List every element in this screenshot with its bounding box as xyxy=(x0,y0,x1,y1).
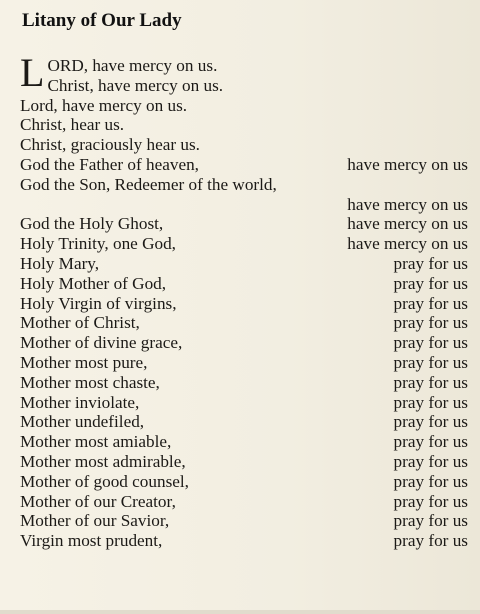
invocation-response: pray for us xyxy=(393,531,468,551)
invocation-response: pray for us xyxy=(393,412,468,432)
intro-line: Christ, hear us. xyxy=(20,115,125,135)
invocation-response-line xyxy=(20,195,468,215)
invocation-text: Mother of Christ, xyxy=(20,313,140,333)
invocation-response: pray for us xyxy=(393,372,468,392)
invocation-response: have mercy on us xyxy=(347,234,468,254)
invocation-text: Holy Virgin of virgins, xyxy=(20,293,177,313)
intro-line: Lord, have mercy on us. xyxy=(20,95,188,115)
invocation-text: Holy Trinity, one God, xyxy=(20,234,176,254)
drop-cap: L xyxy=(20,50,45,95)
invocation-text: God the Holy Ghost, xyxy=(20,214,164,234)
intro-lines xyxy=(20,96,468,155)
invocation-text: Mother undefiled, xyxy=(20,412,145,432)
intro-line: Christ, graciously hear us. xyxy=(20,135,200,155)
invocation-text: Mother most amiable, xyxy=(20,432,172,452)
opening-line-2: Christ, have mercy on us. xyxy=(47,75,224,95)
invocation-response: pray for us xyxy=(393,392,468,412)
invocation-response: pray for us xyxy=(393,352,468,372)
invocation-line xyxy=(20,294,468,314)
invocation-line xyxy=(20,452,468,472)
invocation-text: Mother of our Savior, xyxy=(20,511,170,531)
invocation-response: pray for us xyxy=(393,451,468,471)
opening-line-1: ORD, have mercy on us. xyxy=(47,56,218,75)
invocation-line xyxy=(20,511,468,531)
invocation-line xyxy=(20,214,468,234)
invocation-text: God the Father of heaven, xyxy=(20,154,199,174)
invocation-response: pray for us xyxy=(393,432,468,452)
invocation-text: Mother most chaste, xyxy=(20,372,160,392)
invocation-line xyxy=(20,531,468,551)
invocation-line xyxy=(20,492,468,512)
opening xyxy=(20,50,468,96)
invocation-line xyxy=(20,234,468,254)
invocation-line xyxy=(20,155,468,175)
invocation-line xyxy=(20,353,468,373)
invocations-group-a xyxy=(20,155,468,175)
invocation-response: pray for us xyxy=(393,293,468,313)
invocation-text: Mother inviolate, xyxy=(20,392,140,412)
invocation-text: Holy Mother of God, xyxy=(20,273,167,293)
invocation-line xyxy=(20,333,468,353)
invocation-text: Mother of our Creator, xyxy=(20,491,176,511)
invocation-response: have mercy on us xyxy=(347,154,468,174)
invocation-response: pray for us xyxy=(393,313,468,333)
invocation-text: Mother of good counsel, xyxy=(20,471,189,491)
invocation-text: Mother most pure, xyxy=(20,352,148,372)
invocation-line xyxy=(20,412,468,432)
invocation-response: have mercy on us xyxy=(347,214,468,234)
page-title: Litany of Our Lady xyxy=(22,10,182,31)
page-edge xyxy=(0,610,480,614)
invocation-text: God the Son, Redeemer of the world, xyxy=(20,174,277,194)
invocation-response: pray for us xyxy=(393,273,468,293)
invocation-text: Holy Mary, xyxy=(20,253,100,273)
invocation-line xyxy=(20,432,468,452)
invocation-response: pray for us xyxy=(393,511,468,531)
invocation-response: pray for us xyxy=(393,253,468,273)
invocation-response: pray for us xyxy=(393,333,468,353)
invocation-line xyxy=(20,175,468,195)
invocation-response: have mercy on us xyxy=(347,194,468,214)
invocation-line xyxy=(20,472,468,492)
invocation-line xyxy=(20,393,468,413)
invocation-text: Mother of divine grace, xyxy=(20,333,183,353)
litany-text xyxy=(20,50,468,551)
invocation-text: Virgin most prudent, xyxy=(20,531,163,551)
invocation-text: Mother most admirable, xyxy=(20,451,186,471)
invocation-line xyxy=(20,274,468,294)
invocation-line xyxy=(20,254,468,274)
invocation-response: pray for us xyxy=(393,471,468,491)
invocation-line xyxy=(20,313,468,333)
invocation-line xyxy=(20,373,468,393)
invocations-group-b xyxy=(20,214,468,551)
invocation-response: pray for us xyxy=(393,491,468,511)
